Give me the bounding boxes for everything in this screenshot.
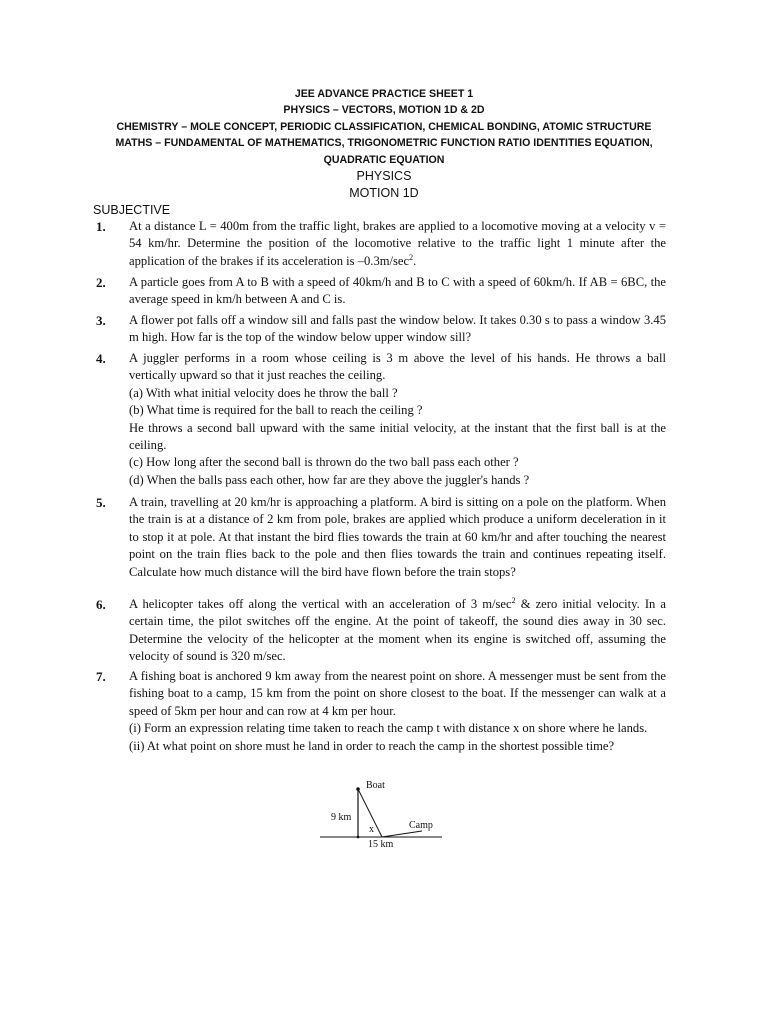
question-number: 5. xyxy=(96,495,106,510)
question-number: 2. xyxy=(96,275,106,290)
maths-topics-continued: QUADRATIC EQUATION xyxy=(323,153,445,166)
part-a: (a) With what initial velocity does he throw the ball ? xyxy=(129,385,398,400)
chemistry-topics: CHEMISTRY – MOLE CONCEPT, PERIODIC CLASSIFICATION, CHEMICAL BONDING, ATOMIC STRUCTURE xyxy=(116,120,652,133)
x-label: x xyxy=(369,824,374,835)
superscript: 2 xyxy=(409,252,414,262)
question-number: 6. xyxy=(96,597,106,612)
walk-path-line xyxy=(382,831,422,837)
shore-point xyxy=(357,836,360,839)
part-d: (d) When the balls pass each other, how far are they above the juggler's hands ? xyxy=(129,472,530,487)
question-text: A flower pot falls off a window sill and falls past the window below. It takes 0.30 s to pass a window 3.45 m high. How far is the top of the window below upper window sill? xyxy=(129,313,666,345)
question-text-part: . xyxy=(413,253,417,268)
question-text-part: & zero initial velocity. In a certain time, the pilot switches off the engine. At the point of takeoff, the sound dies away in 30 sec. Determine the velocity of the helicopter at the moment when its engine is switched off, assuming the velocity of sound is 320 m/sec. xyxy=(129,597,667,664)
physics-topics: PHYSICS – VECTORS, MOTION 1D & 2D xyxy=(283,104,485,117)
subject-heading: PHYSICS xyxy=(356,169,412,184)
question-intro: A juggler performs in a room whose ceiling is 3 m above the level of his hands. He throws a ball vertically upward so that it just reaches the ceiling. xyxy=(129,351,666,383)
topic-heading: MOTION 1D xyxy=(349,185,419,200)
question-number: 7. xyxy=(96,669,106,684)
part-i: (i) Form an expression relating time taken to reach the camp t with distance x on shore where he lands. xyxy=(129,721,648,736)
sheet-header xyxy=(0,86,768,201)
question-text: A particle goes from A to B with a speed of 40km/h and B to C with a speed of 60km/h. If AB = 6BC, the average speed in km/h between A and C is. xyxy=(129,275,666,307)
boat-camp-diagram xyxy=(318,776,450,850)
part-c: (c) How long after the second ball is thrown do the two ball pass each other ? xyxy=(129,455,519,470)
question-number: 3. xyxy=(96,313,106,328)
question-text: A train, travelling at 20 km/hr is approaching a platform. A bird is sitting on a pole on the platform. When the train is at a distance of 2 km from pole, brakes are applied which produce a uniform deceleration in it to stop it at pole. At that instant the bird flies towards the train at 60 km/hr and after touching the nearest point on the train flies back to the pole and then flies towards the train and continues repeating itself. Calculate how much distance will the bird have flown before the train stops? xyxy=(129,495,666,579)
part-b: (b) What time is required for the ball to reach the ceiling ? xyxy=(129,403,423,418)
question-text xyxy=(129,350,666,489)
superscript: 2 xyxy=(511,595,516,605)
boat-label: Boat xyxy=(366,780,385,791)
section-label: SUBJECTIVE xyxy=(93,203,171,217)
question-text xyxy=(129,596,666,666)
question-number: 4. xyxy=(96,351,106,366)
maths-topics: MATHS – FUNDAMENTAL OF MATHEMATICS, TRIGONOMETRIC FUNCTION RATIO IDENTITIES EQUATION, xyxy=(115,137,653,150)
boat-point xyxy=(356,787,360,791)
base-label: 15 km xyxy=(368,839,394,850)
question-number: 1. xyxy=(96,219,106,234)
question-text-part: At a distance L = 400m from the traffic light, brakes are applied to a locomotive moving at a velocity v = 54 km/hr. Determine the position of the locomotive relative to the traffic light 1 minute after the application of the brakes if its acceleration is –0.3m/sec xyxy=(129,219,666,268)
camp-label: Camp xyxy=(409,820,433,831)
sheet-title: JEE ADVANCE PRACTICE SHEET 1 xyxy=(294,88,474,100)
question-text xyxy=(129,218,666,270)
part-ii: (ii) At what point on shore must he land in order to reach the camp in the shortest possible time? xyxy=(129,738,615,753)
question-text xyxy=(129,668,666,755)
height-label: 9 km xyxy=(331,812,352,823)
question-text-part: A helicopter takes off along the vertical with an acceleration of 3 m/sec xyxy=(129,597,512,611)
question-intro: A fishing boat is anchored 9 km away from the nearest point on shore. A messenger must be sent from the fishing boat to a camp, 15 km from the point on shore closest to the boat. If the messenger can walk at a speed of 5km per hour and can row at 4 km per hour. xyxy=(129,669,666,718)
question-middle: He throws a second ball upward with the same initial velocity, at the instant that the first ball is at the ceiling. xyxy=(129,420,666,453)
